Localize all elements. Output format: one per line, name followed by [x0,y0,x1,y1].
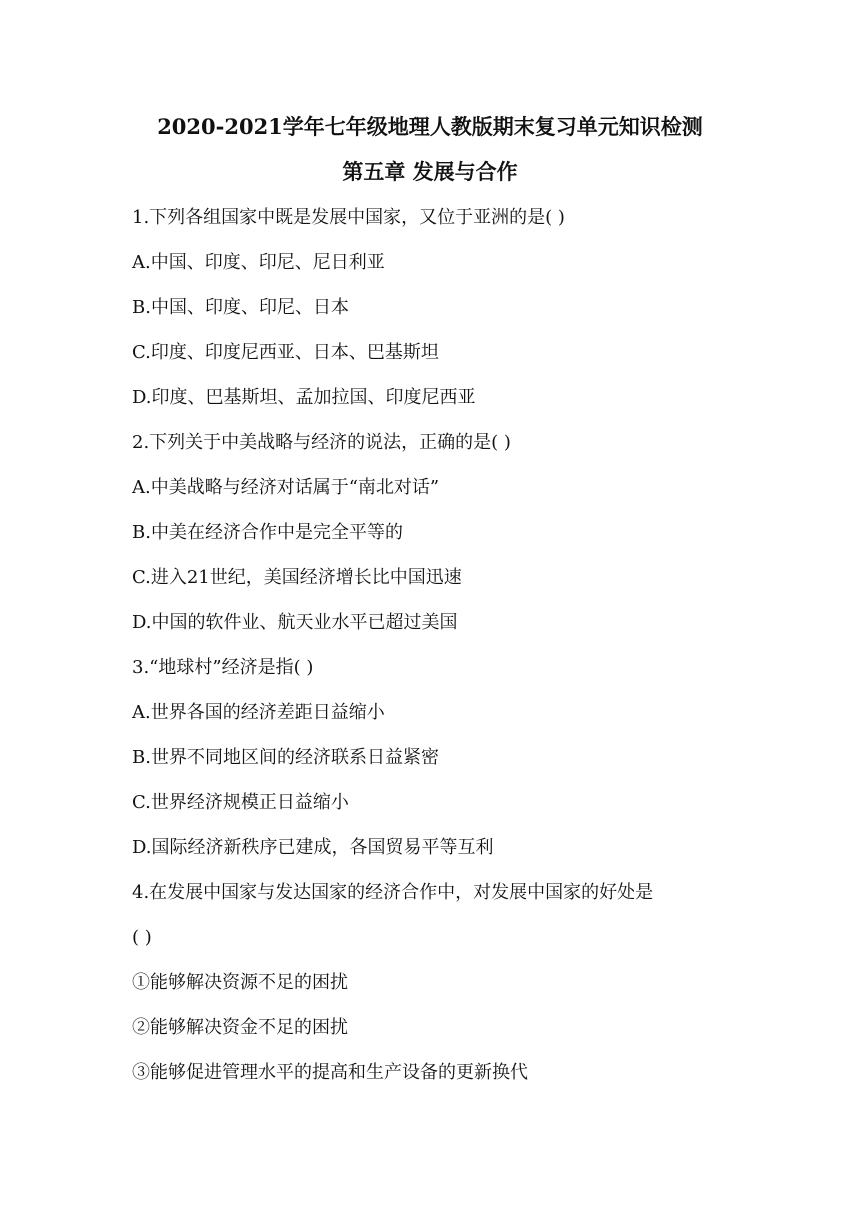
question-4-stem: 4.在发展中国家与发达国家的经济合作中，对发展中国家的好处是 [132,882,654,903]
question-1-option-d: D.印度、巴基斯坦、孟加拉国、印度尼西亚 [132,387,476,408]
question-4-item-2: ②能够解决资金不足的困扰 [132,1017,348,1038]
question-1-stem: 1.下列各组国家中既是发展中国家，又位于亚洲的是( ) [132,207,565,228]
question-2-option-c: C.进入21世纪，美国经济增长比中国迅速 [132,567,462,588]
chapter-title: 第五章 发展与合作 [342,159,518,184]
question-3-option-b: B.世界不同地区间的经济联系日益紧密 [132,747,439,768]
question-4-item-1: ①能够解决资源不足的困扰 [132,972,348,993]
question-2-stem: 2.下列关于中美战略与经济的说法，正确的是( ) [132,432,511,453]
question-2-option-a: A.中美战略与经济对话属于“南北对话” [132,477,440,498]
question-3-option-a: A.世界各国的经济差距日益缩小 [132,702,385,723]
question-2-option-d: D.中国的软件业、航天业水平已超过美国 [132,612,458,633]
question-4-stem-continuation: ( ) [132,927,152,948]
question-3-stem: 3.“地球村”经济是指( ) [132,657,314,678]
question-3-option-c: C.世界经济规模正日益缩小 [132,792,349,813]
question-1-option-a: A.中国、印度、印尼、尼日利亚 [132,252,385,273]
question-1-option-b: B.中国、印度、印尼、日本 [132,297,349,318]
document-title: 2020-2021学年七年级地理人教版期末复习单元知识检测 [157,114,703,139]
question-4-item-3: ③能够促进管理水平的提高和生产设备的更新换代 [132,1062,528,1083]
question-3-option-d: D.国际经济新秩序已建成，各国贸易平等互利 [132,837,494,858]
question-2-option-b: B.中美在经济合作中是完全平等的 [132,522,403,543]
question-1-option-c: C.印度、印度尼西亚、日本、巴基斯坦 [132,342,439,363]
